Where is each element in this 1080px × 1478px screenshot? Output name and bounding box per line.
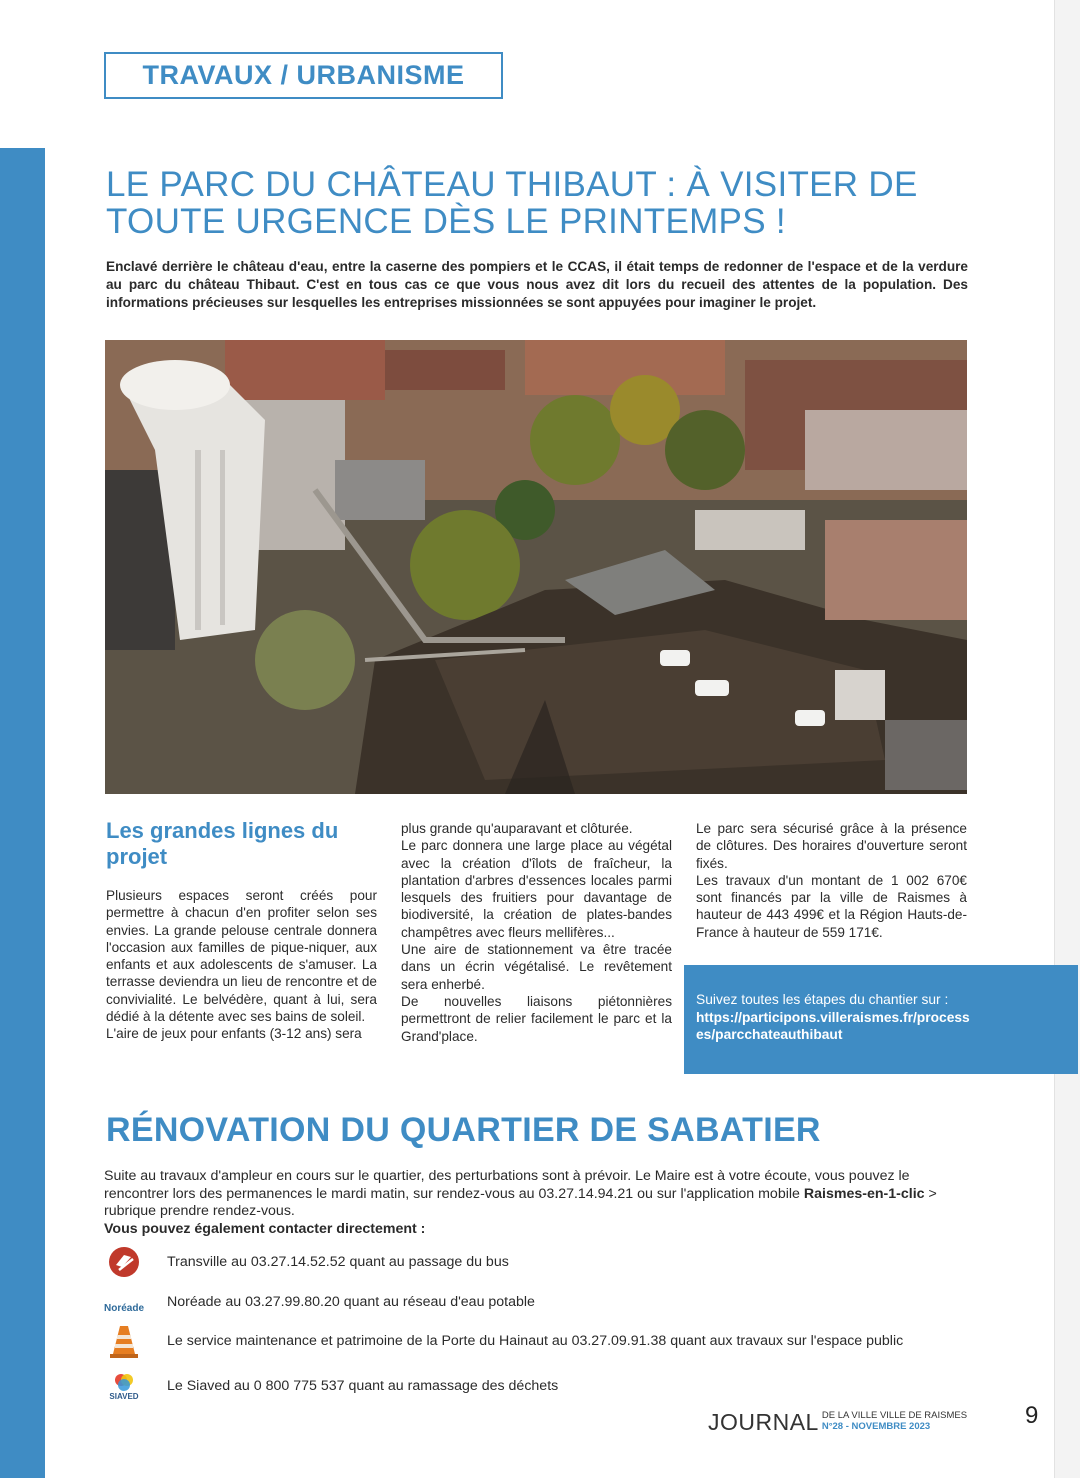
article-2-title: RÉNOVATION DU QUARTIER DE SABATIER [106,1111,821,1149]
journal-name: JOURNAL [708,1409,819,1435]
transville-logo [102,1243,146,1281]
article-title-line-1: LE PARC DU CHÂTEAU THIBAUT : À VISITER DE [106,165,918,204]
article-2-intro-text: Suite au travaux d'ampleur en cours sur le quartier, des perturbations sont à prévoir. Le Maire est à votre écoute, vous pouvez le rencontrer lors des permanences le mardi matin, sur rendez-vous au 03.27.14.94.21 ou sur l'application mobile [104,1168,910,1202]
journal-meta [822,1411,967,1434]
info-box-text: Suivez toutes les étapes du chantier sur : [696,992,949,1007]
contact-row [102,1283,972,1321]
article-title [106,166,986,240]
paragraph: De nouvelles liaisons piétonnières permettront de relier facilement le parc et la Grand'place. [401,993,672,1044]
journal-town: DE LA VILLE VILLE DE RAISMES [821,1410,968,1421]
journal-issue: N°28 - NOVEMBRE 2023 [821,1420,931,1432]
text-column-3 [696,820,967,941]
siaved-logo: SIAVED [102,1367,146,1405]
contact-row [102,1322,972,1360]
article-intro: Enclavé derrière le château d'eau, entre la caserne des pompiers et le CCAS, il était temps de redonner de l'espace et de la verdure au parc du château Thibaut. C'est en tous cas ce que vous nous avez dit lors du recueil des attentes de la population. Des informations précieuses sur lesquelles les entreprises missionnées se sont appuyées pour imaginer le projet. [106,259,968,310]
app-suffix: > rubrique prendre rendez-vous. [104,1185,937,1219]
app-name: Raismes-en-1-clic [803,1185,925,1202]
contact-text: Transville au 03.27.14.52.52 quant au passage du bus [167,1254,509,1270]
paragraph: plus grande qu'auparavant et clôturée. [401,821,633,836]
article-2-intro [104,1168,970,1238]
contact-row [102,1243,972,1281]
page-edge [1054,0,1080,1478]
info-box [684,965,1078,1074]
traffic-cone-icon [102,1322,146,1360]
paragraph: Une aire de stationnement va être tracée dans un écrin végétalisé. Le revêtement sera enherbé. [401,942,672,992]
page-number: 9 [1025,1402,1039,1429]
contact-text: Noréade au 03.27.99.80.20 quant au réseau d'eau potable [167,1294,535,1310]
left-accent-bar [0,148,45,1478]
paragraph: Le parc donnera une large place au végétal avec la création d'îlots de fraîcheur, la plantation d'arbres d'essences locales parmi lesquels des fruitiers pour davantage de biodiversité, la création de plates-bandes champêtres avec fleurs mellifères... [401,838,672,940]
text-column-2 [401,820,672,1045]
paragraph: Plusieurs espaces seront créés pour permettre à chacun d'en profiter selon ses envies. La grande pelouse centrale donnera l'occasion aux familles de pique-niquer, aux enfants et aux adolescents de s'amuser. La terrasse deviendra un lieu de rencontre et de convivialité. Le belvédère, quant à lui, sera dédié à la détente avec ses bains de soleil. [106,888,377,1025]
subsection-title: Les grandes lignes du projet [106,818,339,869]
paragraph: Le parc sera sécurisé grâce à la présence de clôtures. Des horaires d'ouverture seront fixés. [696,821,967,871]
text-column-1 [106,887,377,1043]
section-tag [104,52,503,99]
noreade-logo: Noréade [103,1302,144,1314]
paragraph: Les travaux d'un montant de 1 002 670€ sont financés par la ville de Raismes à hauteur de 443 499€ et la Région Hauts-de-France à hauteur de 559 171€. [696,872,967,940]
contact-row [102,1367,972,1405]
footer [708,1404,967,1434]
paragraph: L'aire de jeux pour enfants (3-12 ans) sera [106,1026,362,1042]
contact-heading: Vous pouvez également contacter directement : [104,1220,426,1237]
project-link[interactable]: https://participons.villeraismes.fr/processes/parcchateauthibaut [696,1009,970,1042]
article-title-line-2: TOUTE URGENCE DÈS LE PRINTEMPS ! [106,202,786,241]
contact-text: Le Siaved au 0 800 775 537 quant au ramassage des déchets [167,1378,559,1394]
section-tag-label: TRAVAUX / URBANISME [142,60,465,90]
contact-text: Le service maintenance et patrimoine de la Porte du Hainaut au 03.27.09.91.38 quant aux travaux sur l'espace public [167,1333,904,1349]
aerial-photo [105,340,967,794]
